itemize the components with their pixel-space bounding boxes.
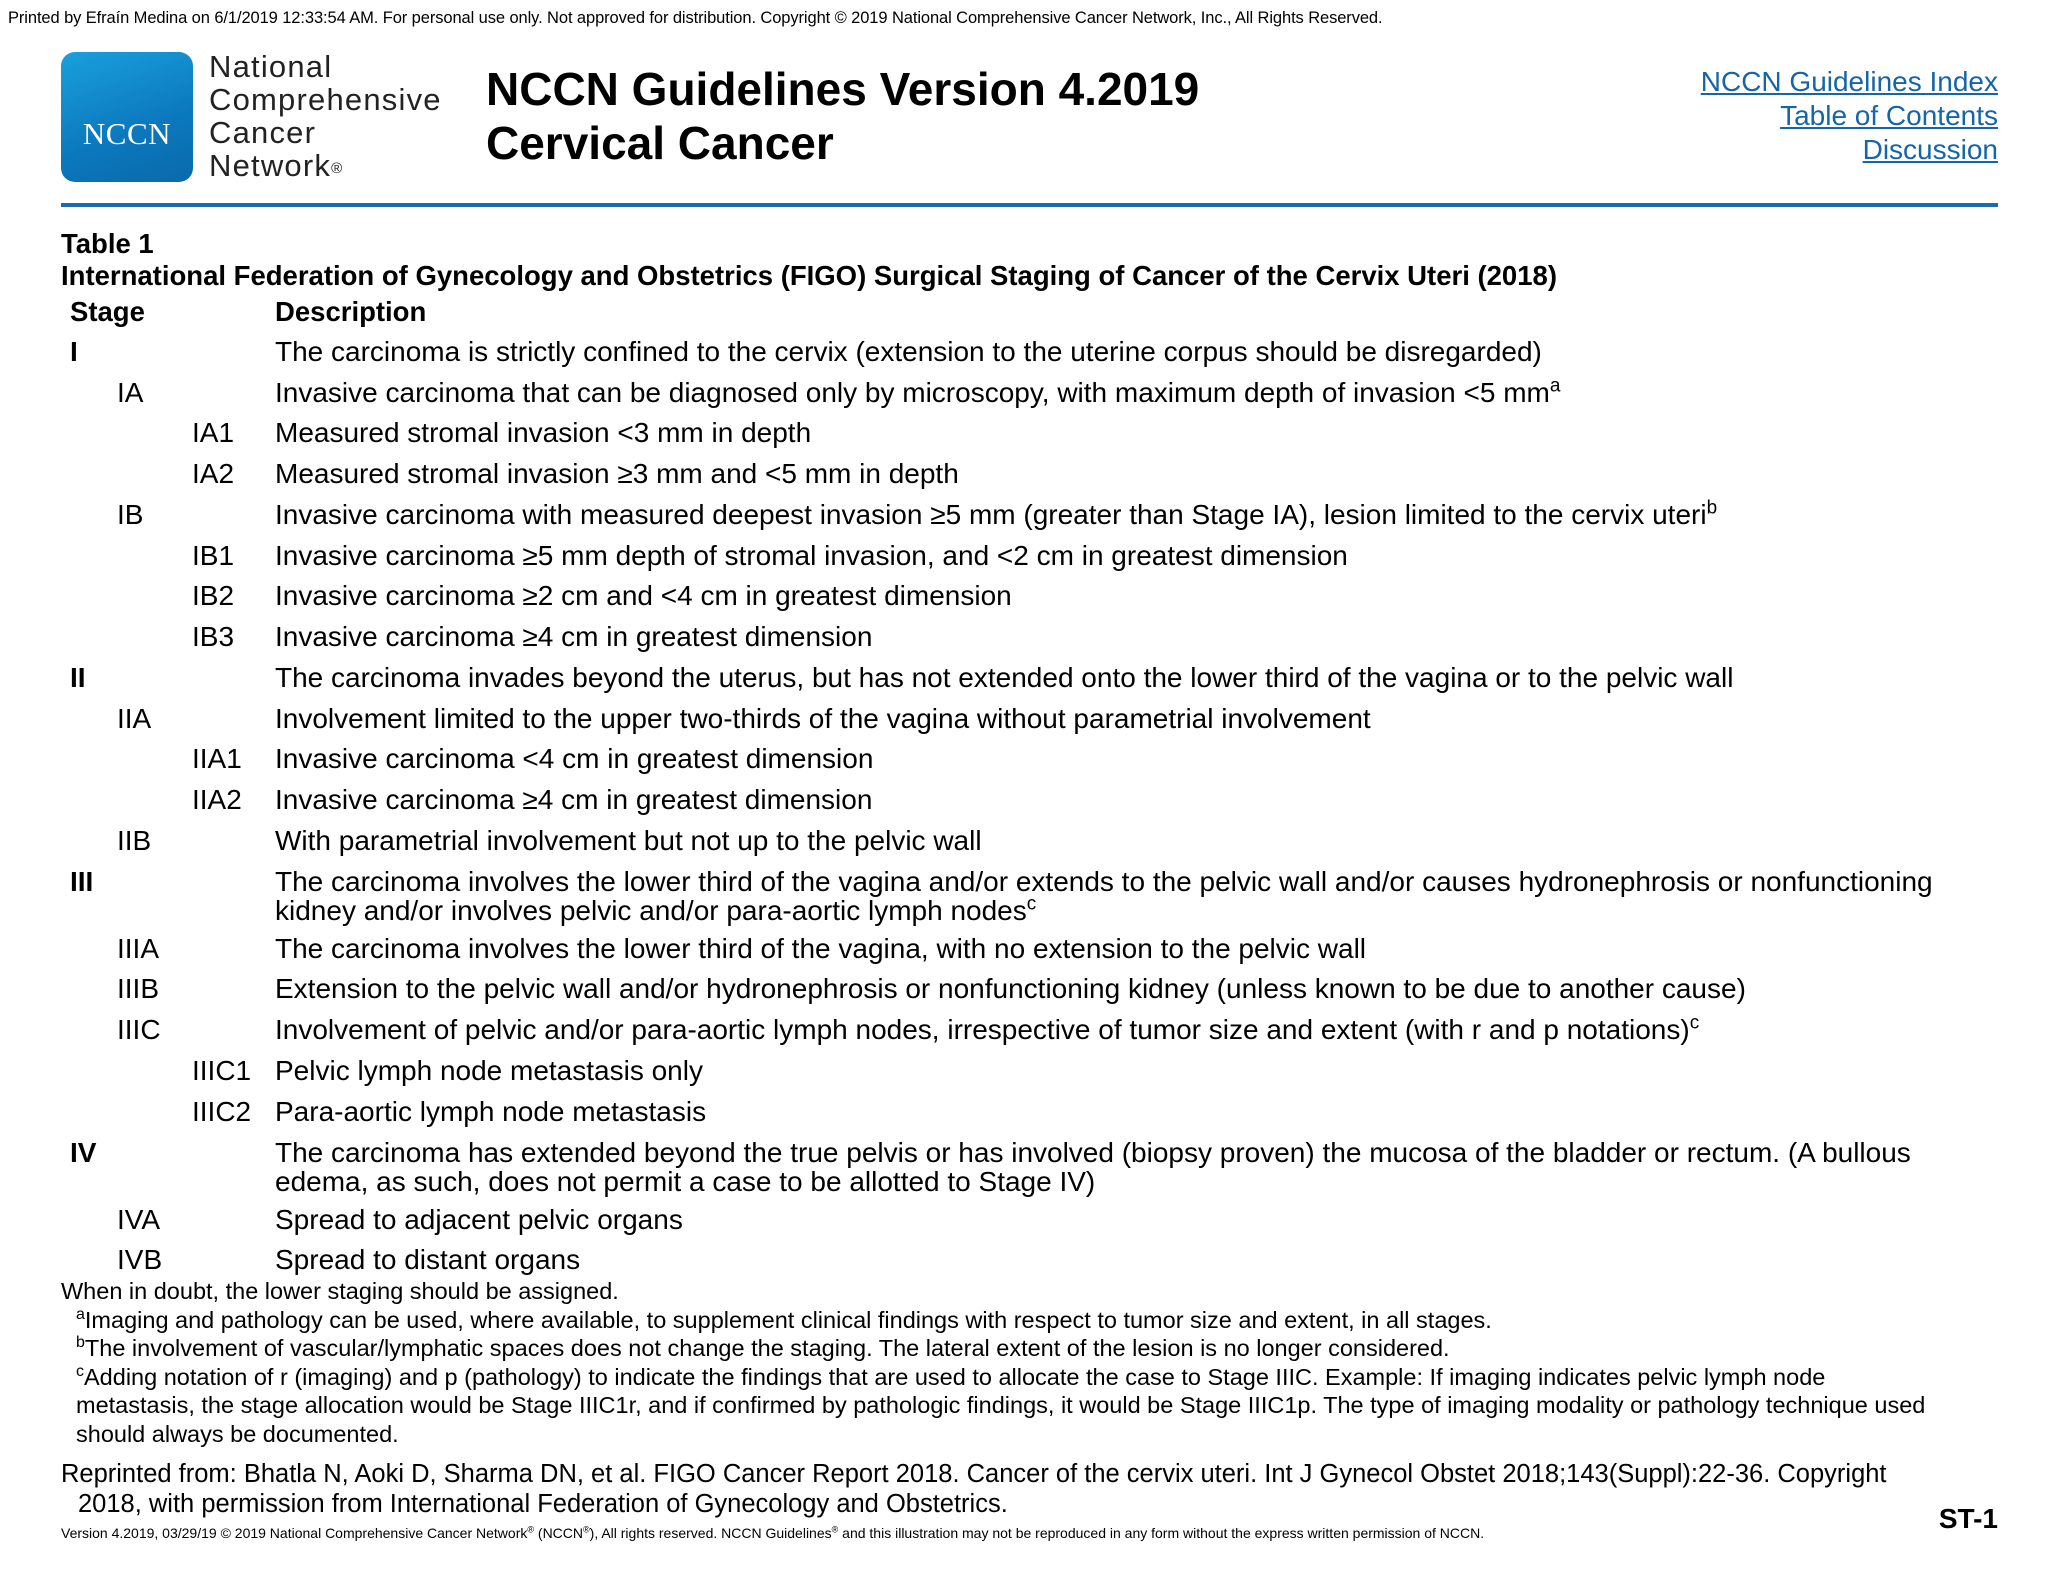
stage-label: IV xyxy=(70,1137,97,1168)
description-text: Involvement of pelvic and/or para-aortic lymph nodes, irrespective of tumor size and extent (with r and p notations) xyxy=(275,1014,1690,1045)
footnote-b-mark: b xyxy=(76,1334,85,1352)
description-text: Para-aortic lymph node metastasis xyxy=(275,1096,707,1127)
table-footnotes xyxy=(61,1277,1941,1448)
version-text-b: (NCCN xyxy=(534,1525,584,1541)
stage-label: IA xyxy=(117,377,144,408)
stage-description xyxy=(275,459,1980,488)
stage-description xyxy=(275,1012,1980,1045)
stage-label: IA1 xyxy=(192,417,235,448)
reprint-notice xyxy=(61,1459,1961,1519)
logo-registered-mark: ® xyxy=(331,160,344,177)
nav-links xyxy=(1701,65,1998,167)
stage-column-header: Stage xyxy=(70,296,145,327)
description-text: Invasive carcinoma ≥2 cm and <4 cm in greatest dimension xyxy=(275,580,1012,611)
description-text: The carcinoma involves the lower third of the vagina, with no extension to the pelvic wall xyxy=(275,933,1367,964)
print-notice: Printed by Efraín Medina on 6/1/2019 12:33:54 AM. For personal use only. Not approved for distribution. Copyright © 2019 National Comprehensive Cancer Network, Inc., All Rights Reserved. xyxy=(8,9,1383,27)
stage-description xyxy=(275,1205,1980,1234)
footnote-c xyxy=(61,1363,1941,1449)
footnote-reference: c xyxy=(1026,893,1037,915)
stage-label: IIA1 xyxy=(192,743,242,774)
stage-description xyxy=(275,541,1980,570)
stage-label: IIIC xyxy=(117,1014,161,1045)
description-column-header: Description xyxy=(275,296,427,327)
stage-label: IVB xyxy=(117,1244,163,1275)
logo-line-3: Cancer xyxy=(209,115,317,150)
description-text: The carcinoma invades beyond the uterus, but has not extended onto the lower third of the vagina or to the pelvic wall xyxy=(275,662,1734,693)
footnote-a xyxy=(61,1306,1941,1335)
description-text: Invasive carcinoma ≥5 mm depth of stromal invasion, and <2 cm in greatest dimension xyxy=(275,540,1348,571)
logo-abbreviation: NCCN xyxy=(82,116,172,151)
registered-mark-3: ® xyxy=(831,1524,839,1535)
stage-description xyxy=(275,1245,1980,1274)
logo-line-1: National xyxy=(209,49,333,84)
footnote-c-mark: c xyxy=(76,1362,84,1380)
stage-description xyxy=(275,1097,1980,1126)
stage-description xyxy=(275,785,1980,814)
table-heading xyxy=(61,228,1557,292)
stage-label: IIIC2 xyxy=(192,1096,252,1127)
description-text: Spread to distant organs xyxy=(275,1244,581,1275)
description-text: Measured stromal invasion ≥3 mm and <5 mm in depth xyxy=(275,458,959,489)
stage-label: IB3 xyxy=(192,621,235,652)
logo-line-2: Comprehensive xyxy=(209,82,442,117)
description-text: Invasive carcinoma <4 cm in greatest dimension xyxy=(275,743,874,774)
logo-wordmark xyxy=(209,50,442,182)
footnote-a-mark: a xyxy=(76,1305,85,1323)
stage-label: IIIB xyxy=(117,973,160,1004)
stage-label: IB2 xyxy=(192,580,235,611)
version-text-a: Version 4.2019, 03/29/19 © 2019 National Comprehensive Cancer Network xyxy=(61,1525,528,1541)
description-text: Invasive carcinoma ≥4 cm in greatest dimension xyxy=(275,784,873,815)
table-label: Table 1 xyxy=(61,228,154,259)
stage-label: IVA xyxy=(117,1204,161,1235)
description-text: The carcinoma is strictly confined to the cervix (extension to the uterine corpus should be disregarded) xyxy=(275,336,1542,367)
discussion-link[interactable]: Discussion xyxy=(1862,134,1998,165)
page-title xyxy=(486,62,1199,170)
description-text: With parametrial involvement but not up to the pelvic wall xyxy=(275,825,982,856)
description-text: Pelvic lymph node metastasis only xyxy=(275,1055,703,1086)
description-text: Extension to the pelvic wall and/or hydronephrosis or nonfunctioning kidney (unless known to be due to another cause) xyxy=(275,973,1746,1004)
stage-description xyxy=(275,581,1980,610)
description-text: The carcinoma has extended beyond the true pelvis or has involved (biopsy proven) the mucosa of the bladder or rectum. (A bullous edema, as such, does not permit a case to be allotted to Stage IV) xyxy=(275,1137,1911,1197)
stage-description xyxy=(275,497,1980,530)
reprint-line-1: Reprinted from: Bhatla N, Aoki D, Sharma DN, et al. FIGO Cancer Report 2018. Cancer of the cervix uteri. Int J Gynecol Obstet 2018;143(Suppl):22-36. Copyright xyxy=(61,1460,1887,1488)
description-text: Invasive carcinoma with measured deepest invasion ≥5 mm (greater than Stage IA), lesion limited to the cervix uteri xyxy=(275,499,1707,530)
description-text: Invasive carcinoma ≥4 cm in greatest dimension xyxy=(275,621,873,652)
version-text-c: ), All rights reserved. NCCN Guidelines xyxy=(589,1525,832,1541)
stage-label: IB1 xyxy=(192,540,235,571)
header-divider xyxy=(61,203,1998,207)
footnote-reference: a xyxy=(1549,375,1561,397)
page-id: ST-1 xyxy=(1938,1503,1998,1534)
logo-line-4: Network xyxy=(209,148,332,183)
description-text: Involvement limited to the upper two-thirds of the vagina without parametrial involvement xyxy=(275,703,1371,734)
stage-description xyxy=(275,867,1980,925)
table-caption: International Federation of Gynecology and Obstetrics (FIGO) Surgical Staging of Cancer of the Cervix Uteri (2018) xyxy=(61,260,1557,291)
stage-label: IIIC1 xyxy=(192,1055,252,1086)
stage-description xyxy=(275,704,1980,733)
stage-description xyxy=(275,974,1980,1003)
footnote-b-text: The involvement of vascular/lymphatic spaces does not change the staging. The lateral extent of the lesion is no longer considered. xyxy=(84,1335,1450,1361)
stage-label: IIA2 xyxy=(192,784,242,815)
guideline-version: NCCN Guidelines Version 4.2019 xyxy=(486,63,1200,115)
stage-label: III xyxy=(70,866,94,897)
nccn-logo xyxy=(61,52,193,182)
stage-label: IIIA xyxy=(117,933,160,964)
stage-description xyxy=(275,375,1980,408)
stage-description xyxy=(275,1056,1980,1085)
stage-label: IIB xyxy=(117,825,152,856)
stage-label: I xyxy=(70,336,78,367)
stage-description xyxy=(275,418,1980,447)
version-text-d: and this illustration may not be reproduced in any form without the express written permission of NCCN. xyxy=(838,1525,1485,1541)
stage-description xyxy=(275,1138,1980,1196)
table-of-contents-link[interactable]: Table of Contents xyxy=(1780,100,1998,131)
description-text: Spread to adjacent pelvic organs xyxy=(275,1204,683,1235)
registered-mark-2: ® xyxy=(583,1524,590,1535)
stage-description xyxy=(275,744,1980,773)
stage-label: IA2 xyxy=(192,458,235,489)
footnote-a-text: Imaging and pathology can be used, where available, to supplement clinical findings with respect to tumor size and extent, in all stages. xyxy=(84,1306,1492,1333)
stage-description xyxy=(275,622,1980,651)
stage-description xyxy=(275,826,1980,855)
stage-label: II xyxy=(70,662,86,693)
reprint-line-2: 2018, with permission from International Federation of Gynecology and Obstetrics. xyxy=(78,1490,1008,1518)
footnote-reference: c xyxy=(1689,1012,1700,1034)
footnote-reference: b xyxy=(1706,497,1718,519)
stage-description xyxy=(275,934,1980,963)
description-text: The carcinoma involves the lower third of the vagina and/or extends to the pelvic wall and/or causes hydronephrosis or nonfunctioning kidney and/or involves pelvic and/or para-aortic lymph nodes xyxy=(275,866,1933,926)
footnote-c-text: Adding notation of r (imaging) and p (pathology) to indicate the findings that are used to allocate the case to Stage IIIC. Example: If imaging indicates pelvic lymph node metastasis, the stage allocation would be Stage IIIC1r, and if confirmed by pathologic findings, it would be Stage IIIC1p. The type of imaging modality or pathology technique used should always be documented. xyxy=(76,1363,1926,1447)
guideline-topic: Cervical Cancer xyxy=(486,117,834,169)
stage-description xyxy=(275,337,1980,366)
footnote-b xyxy=(61,1334,1941,1363)
guidelines-index-link[interactable]: NCCN Guidelines Index xyxy=(1700,66,1998,97)
description-text: Invasive carcinoma that can be diagnosed only by microscopy, with maximum depth of invasion <5 mm xyxy=(275,377,1550,408)
version-footer xyxy=(61,1525,1484,1541)
stage-label: IB xyxy=(117,499,144,530)
stage-description xyxy=(275,663,1980,692)
lower-staging-note: When in doubt, the lower staging should be assigned. xyxy=(61,1278,619,1304)
description-text: Measured stromal invasion <3 mm in depth xyxy=(275,417,812,448)
registered-mark-1: ® xyxy=(527,1524,535,1535)
stage-label: IIA xyxy=(117,703,152,734)
